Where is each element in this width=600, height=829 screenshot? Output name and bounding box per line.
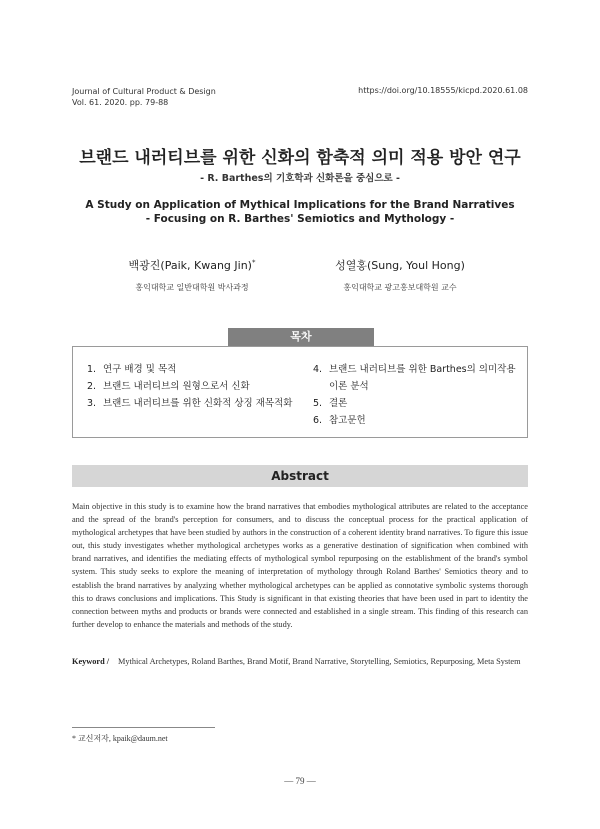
footnote: * 교신저자, kpaik@daum.net	[72, 734, 168, 743]
toc-left-column	[87, 361, 297, 412]
toc-item: 2. 브랜드 내러티브의 원형으로서 신화	[87, 381, 250, 392]
journal-name: Journal of Cultural Product & Design	[72, 87, 216, 96]
author-affiliation-1: 홍익대학교 일반대학원 박사과정	[135, 283, 249, 292]
author-block-1	[92, 257, 292, 293]
toc-heading: 목차	[228, 328, 374, 346]
paper-title-korean: 브랜드 내러티브를 위한 신화의 함축적 의미 적용 방안 연구	[79, 148, 521, 168]
abstract-body: Main objective in this study is to examine how the brand narratives that embodies mythological attributes are related to the acceptance and the spread of the brand's perception for consumers, and to discuss the conceptual process for the practical application of mythological archetypes that have been studied by authors in the construction of a coherent identity brand narratives. To figure this issue out, this study investigates whether mythological archetypes works as a generative destination of signification when combined with brand narratives, and identifies the mediating effects of mythological symbol repurposing on the establishment of the brand's symbol system. This study seeks to explore the meaning of interpretation of mythology through Roland Barthes' Semiotics theory and to establish the brand narratives by analyzing whether mythological archetypes can be applied as connotative symbolic systems thorough this to draws conclusions and implications. This Study is significant in that existing theories that have been used in part to identity the connection between myths and products or brands were connected and established in a single stream. This finding of this research can further develop to enhance the materials and methods of the study.	[72, 502, 528, 629]
toc-item: 4. 브랜드 내러티브를 위한 Barthes의 의미작용 이론 분석	[313, 364, 516, 392]
toc-item: 3. 브랜드 내러티브를 위한 신화적 상징 재목적화	[87, 398, 293, 409]
toc-right-column	[313, 361, 518, 429]
abstract-heading: Abstract	[72, 465, 528, 487]
journal-volume: Vol. 61. 2020. pp. 79-88	[72, 98, 169, 107]
toc-box	[72, 346, 528, 438]
paper-title-english	[0, 198, 600, 226]
corresponding-mark: *	[251, 258, 256, 267]
keyword-label: Keyword /	[72, 657, 110, 666]
toc-item: 5. 결론	[313, 398, 348, 409]
author-name-2: 성열홍(Sung, Youl Hong)	[335, 259, 465, 272]
keyword-list: Mythical Archetypes, Roland Barthes, Brand Motif, Brand Narrative, Storytelling, Semiotics, Repurposing, Meta System	[118, 657, 521, 666]
footnote-divider	[72, 727, 215, 728]
author-name-1: 백광진(Paik, Kwang Jin)*	[128, 258, 256, 272]
doi-link[interactable]: https://doi.org/10.18555/kicpd.2020.61.08	[358, 86, 528, 95]
author-block-2	[300, 257, 500, 293]
toc-item: 6. 참고문헌	[313, 415, 366, 426]
journal-header	[72, 86, 216, 108]
page-number: — 79 —	[284, 776, 316, 786]
keyword-block	[72, 655, 528, 668]
paper-subtitle-korean: - R. Barthes의 기호학과 신화론을 중심으로 -	[200, 173, 400, 184]
author-affiliation-2: 홍익대학교 광고홍보대학원 교수	[343, 283, 457, 292]
english-title-line: A Study on Application of Mythical Implications for the Brand Narratives	[85, 199, 515, 211]
english-subtitle-line: - Focusing on R. Barthes' Semiotics and Mythology -	[145, 213, 455, 225]
toc-item: 1. 연구 배경 및 목적	[87, 364, 177, 375]
